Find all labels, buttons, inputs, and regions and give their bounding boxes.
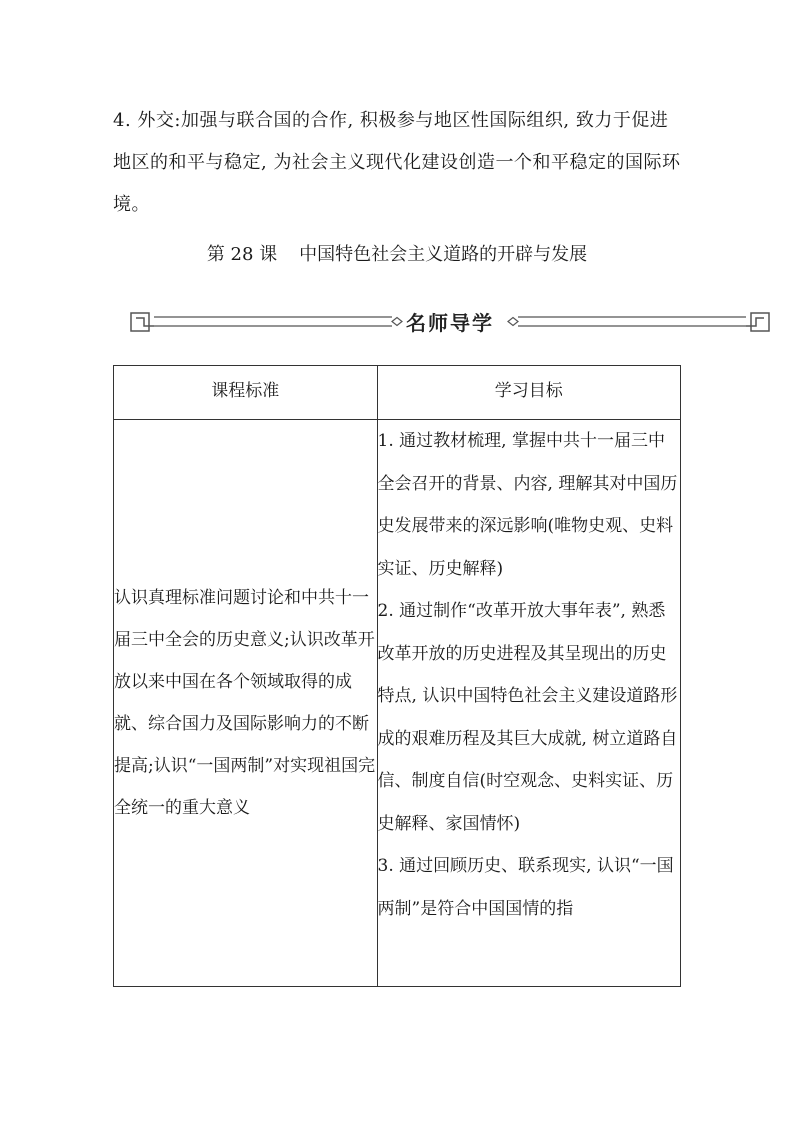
curriculum-standard-cell	[114, 420, 378, 987]
table-header-row	[114, 366, 681, 420]
objective-item: 2. 通过制作“改革开放大事年表”, 熟悉改革开放的历史进程及其呈现出的历史特点, 认识中国特色社会主义建设道路形成的艰难历程及其巨大成就, 树立道路自信、制度自信(时空观念、史料实证、历史解释、家国情怀)	[377, 601, 678, 834]
table-row	[114, 420, 681, 987]
lesson-title: 中国特色社会主义道路的开辟与发展	[299, 244, 588, 265]
lesson-heading	[0, 240, 794, 270]
learning-objectives-cell	[377, 420, 680, 987]
header-learning-objectives: 学习目标	[377, 366, 680, 420]
header-curriculum-standard: 课程标准	[114, 366, 378, 420]
curriculum-standard-text: 认识真理标准问题讨论和中共十一届三中全会的历史意义;认识改革开放以来中国在各个领域取得的成就、综合国力及国际影响力的不断提高;认识“一国两制”对实现祖国完全统一的重大意义	[114, 588, 376, 818]
curriculum-table	[113, 365, 681, 987]
section-banner	[130, 304, 770, 340]
lesson-number: 第 28 课	[206, 244, 278, 265]
intro-paragraph: 4. 外交:加强与联合国的合作, 积极参与地区性国际组织, 致力于促进地区的和平与稳定, 为社会主义现代化建设创造一个和平稳定的国际环境。	[113, 110, 681, 215]
banner-title: 名师导学	[406, 311, 494, 335]
objective-item: 1. 通过教材梳理, 掌握中共十一届三中全会召开的背景、内容, 理解其对中国历史发展带来的深远影响(唯物史观、史料实证、历史解释)	[377, 431, 678, 579]
objective-item: 3. 通过回顾历史、联系现实, 认识“一国两制”是符合中国国情的指	[377, 856, 674, 919]
